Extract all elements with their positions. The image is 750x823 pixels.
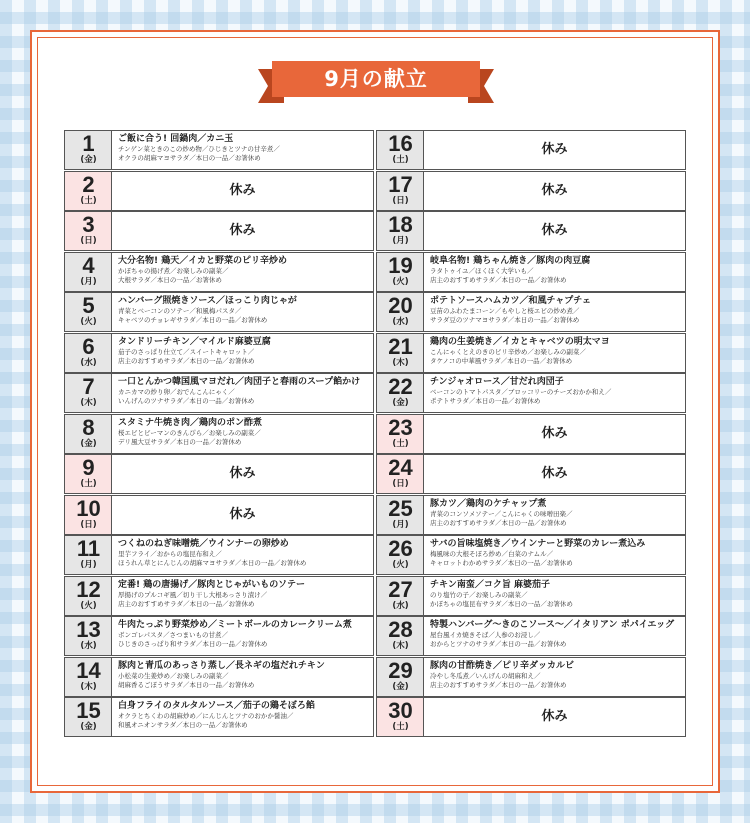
day-number: 5 bbox=[82, 293, 95, 318]
day-number: 10 bbox=[76, 495, 101, 521]
side-dishes-line-2: オクラの胡麻マヨサラダ／本日の一品／お箸休め bbox=[118, 154, 261, 162]
side-dishes-line-2: キャベツのチョレギサラダ／本日の一品／お箸休め bbox=[118, 316, 268, 324]
day-of-week: (金) bbox=[80, 722, 97, 732]
date-box bbox=[377, 131, 424, 169]
day-cell bbox=[376, 576, 686, 616]
day-of-week: (日) bbox=[80, 519, 97, 530]
day-number: 2 bbox=[82, 171, 95, 197]
day-cell bbox=[376, 292, 686, 332]
day-cell bbox=[376, 414, 686, 454]
menu-items bbox=[118, 255, 370, 285]
day-cell bbox=[376, 252, 686, 292]
day-of-week: (土) bbox=[392, 722, 409, 732]
date-box bbox=[65, 334, 112, 372]
menu-items bbox=[430, 295, 682, 325]
page-title: 9月の献立 bbox=[324, 67, 428, 91]
main-dishes: スタミナ牛焼き肉／鶏肉のポン酢煮 bbox=[118, 417, 263, 428]
main-dishes: サバの旨味塩焼き／ウインナーと野菜のカレー煮込み bbox=[430, 539, 646, 549]
day-cell bbox=[376, 333, 686, 373]
main-dishes: 特製ハンバーグ～きのこソース～／イタリアン ポパイエッグ bbox=[430, 620, 675, 630]
side-dishes-line-2: かぼちゃの塩昆布サラダ／本日の一品／お箸休め bbox=[430, 599, 573, 608]
day-of-week: (金) bbox=[80, 155, 97, 165]
date-box bbox=[377, 374, 424, 412]
day-cell bbox=[376, 171, 686, 211]
side-dishes-line-2: サラダ豆のツナマヨサラダ／本日の一品／お箸休め bbox=[430, 316, 580, 324]
day-cell bbox=[64, 252, 374, 292]
main-dishes: チキン南蛮／コク旨 麻婆茄子 bbox=[430, 579, 551, 590]
date-box bbox=[65, 212, 112, 250]
menu-items bbox=[430, 336, 682, 366]
side-dishes-line-1: 豆苗のふわたまコーン／もやしと桜エビの炒め煮／ bbox=[430, 307, 580, 315]
main-dishes: ご飯に合う! 回鍋肉／カニ玉 bbox=[118, 134, 234, 144]
side-dishes-line-2: 大根サラダ／本日の一品／お箸休め bbox=[118, 275, 222, 284]
day-number: 3 bbox=[82, 212, 95, 237]
menu-items bbox=[430, 619, 682, 649]
side-dishes-line-2: ほうれん草とにんじんの胡麻マヨサラダ／本日の一品／お箸休め bbox=[118, 559, 307, 567]
side-dishes-line-2: ひじきのさっぱり和サラダ／本日の一品／お箸休め bbox=[118, 640, 268, 648]
day-cell bbox=[64, 454, 374, 494]
menu-items bbox=[118, 295, 370, 325]
main-dishes: 定番! 鶏の唐揚げ／豚肉とじゃがいものソテー bbox=[118, 579, 306, 590]
day-of-week: (水) bbox=[392, 317, 409, 327]
menu-items bbox=[118, 417, 370, 447]
day-number: 14 bbox=[76, 657, 101, 683]
side-dishes-line-1: 屋台風イカ焼きそば／人参のお浸し／ bbox=[430, 631, 541, 639]
day-number: 1 bbox=[82, 131, 95, 156]
side-dishes-line-1: オクラとちくわの胡麻炒め／にんじんとツナのおかか醤油／ bbox=[118, 712, 294, 720]
day-of-week: (土) bbox=[392, 438, 409, 449]
day-cell bbox=[376, 495, 686, 535]
day-cell bbox=[64, 333, 374, 373]
side-dishes-line-1: 茄子のさっぱり仕立て／スイートキャロット／ bbox=[118, 347, 255, 356]
closed-label: 休み bbox=[229, 466, 256, 481]
date-box bbox=[65, 253, 112, 291]
side-dishes-line-1: 厚揚げのプルコギ風／切り干し大根あっさり漬け／ bbox=[118, 590, 268, 599]
day-cell bbox=[376, 616, 686, 656]
closed-label: 休み bbox=[229, 506, 256, 522]
side-dishes-line-1: 小松菜の生姜炒め／お楽しみの副菜／ bbox=[118, 671, 229, 680]
main-dishes: ポテトソースハムカツ／和風チャプチェ bbox=[430, 296, 592, 306]
day-cell bbox=[64, 616, 374, 656]
side-dishes-line-2: いんげんのツナサラダ／本日の一品／お箸休め bbox=[118, 397, 255, 405]
closed-label: 休み bbox=[541, 223, 568, 238]
side-dishes-line-1: ラタトゥイユ／ほくほく大学いも／ bbox=[430, 266, 534, 275]
day-of-week: (木) bbox=[392, 641, 409, 651]
date-box bbox=[65, 415, 112, 453]
day-cell bbox=[64, 373, 374, 413]
main-dishes: 岐阜名物! 鶏ちゃん焼き／豚肉の肉豆腐 bbox=[430, 255, 591, 266]
menu-items bbox=[118, 700, 370, 730]
menu-items bbox=[118, 660, 370, 690]
main-dishes: 豚肉と青瓜のあっさり蒸し／長ネギの塩だれチキン bbox=[118, 660, 325, 671]
day-number: 17 bbox=[388, 171, 413, 197]
side-dishes-line-1: 桜エビとピーマンのきんぴら／お楽しみの副菜／ bbox=[118, 428, 261, 437]
day-cell bbox=[376, 454, 686, 494]
day-of-week: (土) bbox=[80, 479, 97, 489]
main-dishes: 大分名物! 鶏天／イカと野菜のピリ辛炒め bbox=[118, 255, 287, 266]
menu-items bbox=[430, 579, 682, 609]
day-of-week: (金) bbox=[80, 438, 97, 449]
day-of-week: (日) bbox=[392, 195, 409, 206]
menu-items bbox=[430, 498, 682, 528]
day-of-week: (水) bbox=[80, 357, 97, 368]
day-number: 23 bbox=[388, 414, 413, 440]
menu-items bbox=[430, 538, 682, 568]
day-number: 15 bbox=[76, 698, 101, 723]
date-box bbox=[377, 617, 424, 655]
day-of-week: (火) bbox=[392, 276, 409, 287]
side-dishes-line-1: 青菜とベーコンのソテー／和風梅パスタ／ bbox=[118, 307, 242, 315]
day-number: 21 bbox=[388, 333, 413, 359]
date-box bbox=[65, 577, 112, 615]
side-dishes-line-1: 青菜のコンソメソテー／こんにゃくの味噌田楽／ bbox=[430, 509, 573, 518]
day-number: 12 bbox=[76, 576, 101, 602]
closed-label: 休み bbox=[541, 142, 568, 157]
date-box bbox=[377, 253, 424, 291]
closed-label: 休み bbox=[229, 182, 256, 198]
title-banner bbox=[258, 57, 494, 107]
day-number: 19 bbox=[388, 252, 413, 278]
day-number: 9 bbox=[82, 455, 95, 480]
menu-items bbox=[118, 619, 370, 649]
side-dishes-line-1: こんにゃくとえのきのピリ辛炒め／お楽しみの副菜／ bbox=[430, 347, 586, 356]
side-dishes-line-1: ベーコンのトマトパスタ／ブロッコリーのチーズおかか和え／ bbox=[430, 388, 612, 396]
date-box bbox=[377, 577, 424, 615]
day-number: 20 bbox=[388, 293, 413, 318]
date-box bbox=[377, 496, 424, 534]
date-box bbox=[377, 536, 424, 574]
date-box bbox=[65, 496, 112, 534]
side-dishes-line-2: 和風オニオンサラダ／本日の一品／お箸休め bbox=[118, 721, 248, 729]
main-dishes: ハンバーグ照焼きソース／ほっこり肉じゃが bbox=[118, 296, 297, 306]
menu-items bbox=[118, 336, 370, 366]
main-dishes: つくねのねぎ味噌焼／ウインナーの卵炒め bbox=[118, 539, 289, 549]
main-dishes: 鶏肉の生姜焼き／イカとキャベツの明太マヨ bbox=[430, 336, 610, 347]
day-of-week: (日) bbox=[80, 236, 97, 246]
day-cell bbox=[376, 130, 686, 170]
day-of-week: (土) bbox=[392, 155, 409, 165]
date-box bbox=[377, 658, 424, 696]
day-cell bbox=[64, 292, 374, 332]
side-dishes-line-2: キャロットわかめサラダ／本日の一品／お箸休め bbox=[430, 559, 573, 567]
day-number: 11 bbox=[76, 536, 101, 561]
date-box bbox=[377, 334, 424, 372]
date-box bbox=[377, 415, 424, 453]
menu-items bbox=[118, 376, 370, 406]
closed-label: 休み bbox=[541, 425, 568, 441]
menu-items bbox=[430, 376, 682, 406]
main-dishes: 豚肉の甘酢焼き／ピリ辛ダッカルビ bbox=[430, 660, 575, 671]
date-box bbox=[65, 698, 112, 736]
day-cell bbox=[376, 373, 686, 413]
day-cell bbox=[64, 697, 374, 737]
day-cell bbox=[376, 535, 686, 575]
day-of-week: (火) bbox=[80, 317, 97, 327]
date-box bbox=[65, 172, 112, 210]
menu-items bbox=[118, 579, 370, 609]
date-box bbox=[377, 698, 424, 736]
day-cell bbox=[64, 414, 374, 454]
closed-label: 休み bbox=[541, 182, 568, 198]
day-of-week: (月) bbox=[392, 236, 409, 246]
day-of-week: (月) bbox=[392, 519, 409, 530]
menu-items bbox=[118, 538, 370, 568]
day-cell bbox=[64, 171, 374, 211]
side-dishes-line-2: デリ風大豆サラダ／本日の一品／お箸休め bbox=[118, 437, 242, 446]
day-number: 22 bbox=[388, 374, 413, 399]
date-box bbox=[65, 455, 112, 493]
closed-label: 休み bbox=[541, 709, 568, 724]
day-number: 25 bbox=[388, 495, 413, 521]
side-dishes-line-2: 店主のおすすめサラダ／本日の一品／お箸休め bbox=[118, 599, 255, 608]
day-number: 8 bbox=[82, 414, 95, 440]
day-of-week: (木) bbox=[80, 398, 97, 408]
date-box bbox=[65, 617, 112, 655]
main-dishes: 一口とんかつ韓国風マヨだれ／肉団子と春雨のスープ餡かけ bbox=[118, 377, 361, 387]
day-number: 27 bbox=[388, 576, 413, 602]
side-dishes-line-2: 店主のおすすめサラダ／本日の一品／お箸休め bbox=[430, 680, 567, 689]
day-of-week: (金) bbox=[392, 681, 409, 692]
main-dishes: 豚カツ／鶏肉のケチャップ煮 bbox=[430, 498, 547, 509]
day-number: 6 bbox=[82, 333, 95, 359]
day-number: 26 bbox=[388, 536, 413, 561]
day-of-week: (火) bbox=[392, 560, 409, 570]
main-dishes: 牛肉たっぷり野菜炒め／ミートボールのカレークリーム煮 bbox=[118, 620, 352, 630]
date-box bbox=[65, 131, 112, 169]
date-box bbox=[377, 172, 424, 210]
side-dishes-line-1: 里芋フライ／おからの塩昆布和え／ bbox=[118, 550, 222, 558]
day-cell bbox=[64, 657, 374, 697]
day-number: 13 bbox=[76, 617, 101, 642]
side-dishes-line-2: 店主のおすすめサラダ／本日の一品／お箸休め bbox=[118, 356, 255, 365]
day-of-week: (土) bbox=[80, 195, 97, 206]
date-box bbox=[65, 536, 112, 574]
day-number: 18 bbox=[388, 212, 413, 237]
day-of-week: (水) bbox=[392, 600, 409, 611]
day-of-week: (水) bbox=[80, 641, 97, 651]
date-box bbox=[377, 212, 424, 250]
day-of-week: (金) bbox=[392, 398, 409, 408]
side-dishes-line-2: 店主のおすすめサラダ／本日の一品／お箸休め bbox=[430, 275, 567, 284]
menu-items bbox=[430, 660, 682, 690]
day-of-week: (月) bbox=[80, 560, 97, 570]
day-cell bbox=[64, 576, 374, 616]
closed-label: 休み bbox=[541, 466, 568, 481]
side-dishes-line-1: カニカマの炒り卵／おでんこんにゃく／ bbox=[118, 388, 235, 396]
side-dishes-line-1: 冷やし冬瓜煮／いんげんの胡麻和え／ bbox=[430, 671, 541, 680]
day-number: 30 bbox=[388, 698, 413, 723]
date-box bbox=[377, 455, 424, 493]
side-dishes-line-2: 店主のおすすめサラダ／本日の一品／お箸休め bbox=[430, 518, 567, 527]
day-number: 29 bbox=[388, 657, 413, 683]
day-of-week: (火) bbox=[80, 600, 97, 611]
side-dishes-line-2: タケノコの中華風サラダ／本日の一品／お箸休め bbox=[430, 356, 573, 365]
day-of-week: (月) bbox=[80, 276, 97, 287]
side-dishes-line-2: おからとツナのサラダ／本日の一品／お箸休め bbox=[430, 640, 567, 648]
menu-items bbox=[118, 133, 370, 163]
side-dishes-line-2: ポテトサラダ／本日の一品／お箸休め bbox=[430, 397, 541, 405]
main-dishes: チンジャオロース／甘だれ肉団子 bbox=[430, 377, 564, 387]
day-of-week: (木) bbox=[392, 357, 409, 368]
main-dishes: 白身フライのタルタルソース／茄子の鶏そぼろ餡 bbox=[118, 701, 315, 711]
closed-label: 休み bbox=[229, 223, 256, 238]
day-cell bbox=[376, 697, 686, 737]
side-dishes-line-2: 胡麻香るごぼうサラダ／本日の一品／お箸休め bbox=[118, 680, 255, 689]
day-cell bbox=[64, 130, 374, 170]
date-box bbox=[65, 658, 112, 696]
day-number: 28 bbox=[388, 617, 413, 642]
date-box bbox=[65, 293, 112, 331]
date-box bbox=[377, 293, 424, 331]
side-dishes-line-1: かぼちゃの揚げ煮／お楽しみの副菜／ bbox=[118, 266, 229, 275]
day-cell bbox=[64, 495, 374, 535]
day-of-week: (日) bbox=[392, 479, 409, 489]
date-box bbox=[65, 374, 112, 412]
day-cell bbox=[376, 657, 686, 697]
side-dishes-line-1: 梅風味の大根そぼろ炒め／白菜のナムル／ bbox=[430, 550, 554, 558]
day-cell bbox=[64, 211, 374, 251]
side-dishes-line-1: ボンゴレパスタ／さつまいもの甘煮／ bbox=[118, 631, 229, 639]
day-number: 4 bbox=[82, 252, 95, 278]
day-cell bbox=[64, 535, 374, 575]
menu-items bbox=[430, 255, 682, 285]
day-number: 16 bbox=[388, 131, 413, 156]
side-dishes-line-1: チンゲン菜ときのこの炒め物／ひじきとツナの甘辛煮／ bbox=[118, 145, 280, 153]
day-cell bbox=[376, 211, 686, 251]
day-number: 24 bbox=[388, 455, 413, 480]
day-number: 7 bbox=[82, 374, 95, 399]
side-dishes-line-1: のり塩竹の子／お楽しみの副菜／ bbox=[430, 590, 528, 599]
main-dishes: タンドリーチキン／マイルド麻婆豆腐 bbox=[118, 336, 271, 347]
day-of-week: (木) bbox=[80, 681, 97, 692]
